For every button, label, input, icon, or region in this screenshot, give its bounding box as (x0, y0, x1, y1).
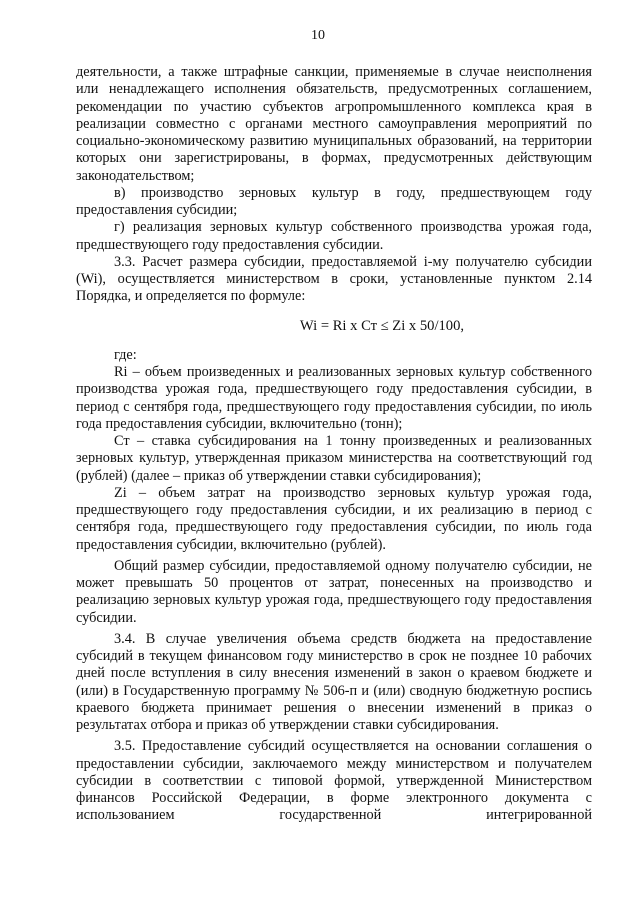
paragraph-item-v: в) производство зерновых культур в году, предшествующем году предоставления субсидии; (76, 184, 592, 218)
document-body (76, 64, 592, 825)
paragraph-continuation: деятельности, а также штрафные санкции, применяемые в случае неисполнения или ненадлежащего исполнения обязательств, предусмотренных соглашением, рекомендации по участию субъектов агропромышленного комплекса края в реализации совместно с органами местного самоуправления мероприятий по социально-экономическому развитию муниципальных образований, на территории которых они зарегистрированы, в формах, предусмотренных действующим законодательством; (76, 64, 592, 184)
definition-ri: Ri – объем произведенных и реализованных зерновых культур собственного производства урожая года, предшествующего году предоставления субсидии, в период с сентября года, предшествующего году предоставления субсидии, по июль года предоставления субсидии, включительно (тонн); (76, 364, 592, 432)
page-number: 10 (311, 28, 325, 43)
paragraph-item-g: г) реализация зерновых культур собственного производства урожая года, предшествующего году предоставления субсидии. (76, 219, 592, 253)
paragraph-3-3: 3.3. Расчет размера субсидии, предоставляемой i-му получателю субсидии (Wi), осуществляется министерством в сроки, установленные пунктом 2.14 Порядка, и определяется по формуле: (76, 253, 592, 305)
paragraph-3-4: 3.4. В случае увеличения объема средств бюджета на предоставление субсидий в текущем финансовом году министерство в срок не позднее 10 рабочих дней после вступления в силу внесения изменений в закон о краевом бюджете и (или) в Государственную программу № 506-п и (или) сводную бюджетную роспись краевого бюджета принимает решения о внесении изменений в приказ о результатах отбора и приказ об утверждении ставки субсидирования. (76, 630, 592, 733)
definition-zi: Zi – объем затрат на производство зерновых культур урожая года, предшествующего году предоставления субсидии, и их реализацию в период с сентября года, предшествующего году предоставления субсидии, по июль года предоставления субсидии, включительно (рублей). (76, 484, 592, 553)
paragraph-3-5: 3.5. Предоставление субсидий осуществляется на основании соглашения о предоставлении субсидии, заключаемого между министерством и получателем субсидии в соответствии с типовой формой, утвержденной Министерством финансов Российской Федерации, в форме электронного документа с использованием государственной интегрированной (76, 738, 592, 824)
formula: Wi = Ri x Ст ≤ Zi x 50/100, (299, 317, 465, 334)
definition-st: Ст – ставка субсидирования на 1 тонну произведенных и реализованных зерновых культур, утвержденная приказом министерства на соответствующий год (рублей) (далее – приказ об утверждении ставки субсидирования); (76, 433, 592, 484)
formula-where: где: (114, 346, 137, 363)
paragraph-total-limit: Общий размер субсидии, предоставляемой одному получателю субсидии, не может превышать 50 процентов от затрат, понесенных на производство и реализацию зерновых культур урожая года, предшествующего году предоставления субсидии. (76, 557, 592, 626)
